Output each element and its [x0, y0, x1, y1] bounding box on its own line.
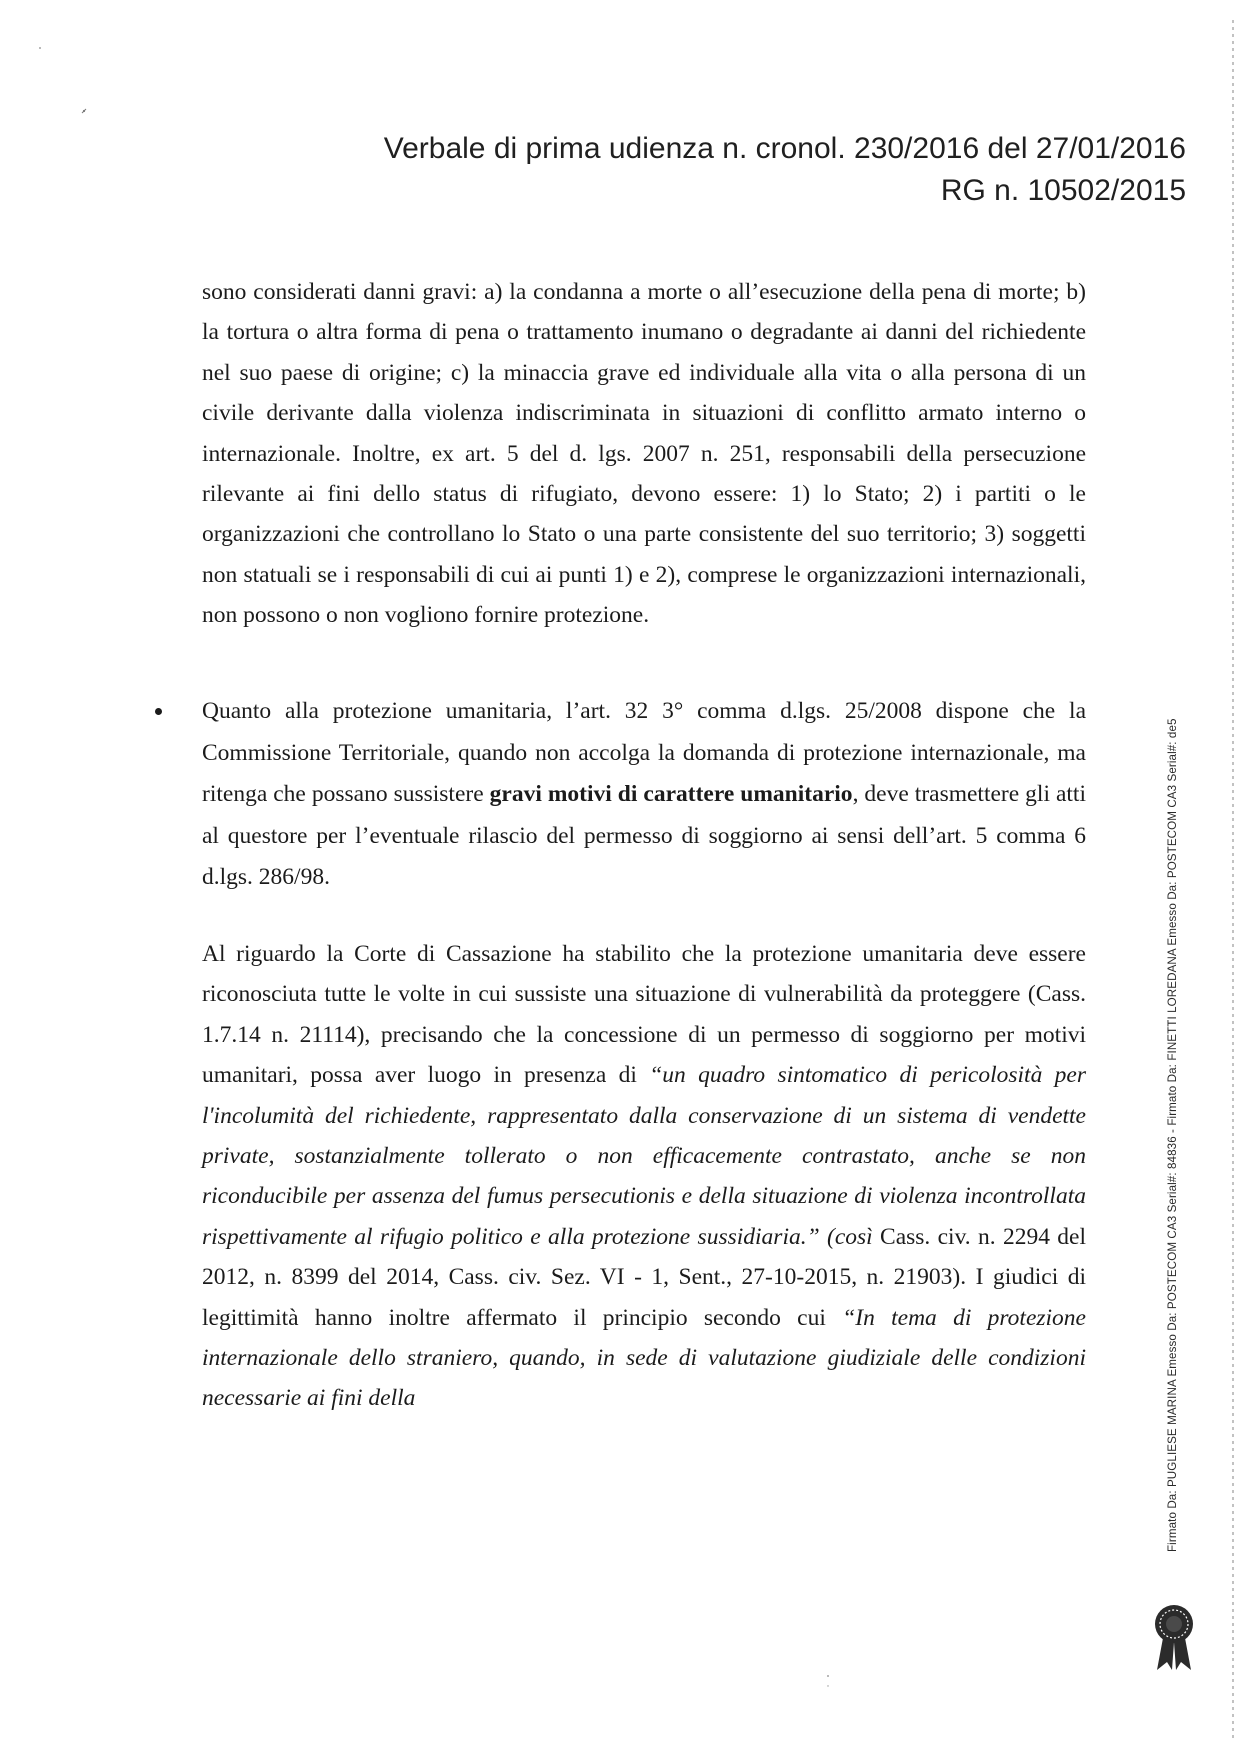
paragraph-cassation-ruling [202, 934, 1086, 1419]
header-record-line: Verbale di prima udienza n. cronol. 230/2016 del 27/01/2016 [383, 132, 1186, 165]
paragraph-text: , deve trasmettere gli atti al questore per l’eventuale rilascio del permesso di soggiorno ai sensi dell’art. 5 comma 6 d.lgs. 286/98. [202, 781, 1086, 890]
italic-quotation: “un quadro sintomatico di pericolosità per l'incolumità del richiedente, rappresentato dalla conservazione di un sistema di vendette private, sostanzialmente tollerato o non efficacemente contrastato, anche se non riconducibile per assenza del fumus persecutionis e della situazione di violenza incontrollata rispettivamente al rifugio politico e alla protezione sussidiaria.” (così [202, 1062, 1086, 1250]
seal-rosette-icon [1149, 1600, 1199, 1672]
paragraph-text: Al riguardo la Corte di Cassazione ha stabilito che la protezione umanitaria deve essere riconosciuta tutte le volte in cui sussiste una situazione di vulnerabilità da proteggere (Cass. 1.7.14 n. 21114), precisando che la concessione di un permesso di soggiorno per motivi umanitari, possa aver luogo in presenza di [202, 941, 1086, 1089]
paragraph-serious-harm: sono considerati danni gravi: a) la condanna a morte o all’esecuzione della pena di morte; b) la tortura o altra forma di pena o trattamento inumano o degradante ai danni del richiedente nel suo paese di origine; c) la minaccia grave ed individuale alla vita o alla persona di un civile derivante dalla violenza indiscriminata in situazioni di conflitto armato interno o internazionale. Inoltre, ex art. 5 del d. lgs. 2007 n. 251, responsabili della persecuzione rilevante ai fini dello status di rifugiato, devono essere: 1) lo Stato; 2) i partiti o le organizzazioni che controllano lo Stato o una parte consistente del suo territorio; 3) soggetti non statuali se i responsabili di cui ai punti 1) e 2), comprese le organizzazioni internazionali, non possono o non vogliono fornire protezione. [202, 279, 1086, 629]
italic-quotation: “In tema di protezione internazionale dello straniero, quando, in sede di valutazione giudiziale delle condizioni necessarie ai fini della [202, 1304, 1086, 1412]
paragraph-text: Quanto alla protezione umanitaria, l’art. 32 3° comma d.lgs. 25/2008 dispone che la Commissione Territoriale, quando non accolga la domanda di protezione internazionale, ma ritenga che possano sussistere [202, 698, 1086, 807]
document-header [384, 128, 1186, 212]
paragraph-humanitarian-protection [202, 691, 1086, 899]
bullet-dot-icon [155, 708, 162, 715]
paragraph-text: Cass. civ. n. 2294 del 2012, n. 8399 del 2014, Cass. civ. Sez. VI - 1, Sent., 27-10-2015, n. 21903). I giudici di legittimità hanno inoltre affermato il principio secondo cui [202, 1223, 1086, 1331]
header-case-number: RG n. 10502/2015 [940, 174, 1186, 207]
bold-phrase: gravi motivi di carattere umanitario [489, 781, 853, 807]
digital-signature-stamp: Firmato Da: PUGLIESE MARINA Emesso Da: POSTECOM CA3 Serial#: 84836 - Firmato Da: FINETTI LOREDANA Emesso Da: POSTECOM CA3 Serial#: de5 [1166, 718, 1179, 1552]
